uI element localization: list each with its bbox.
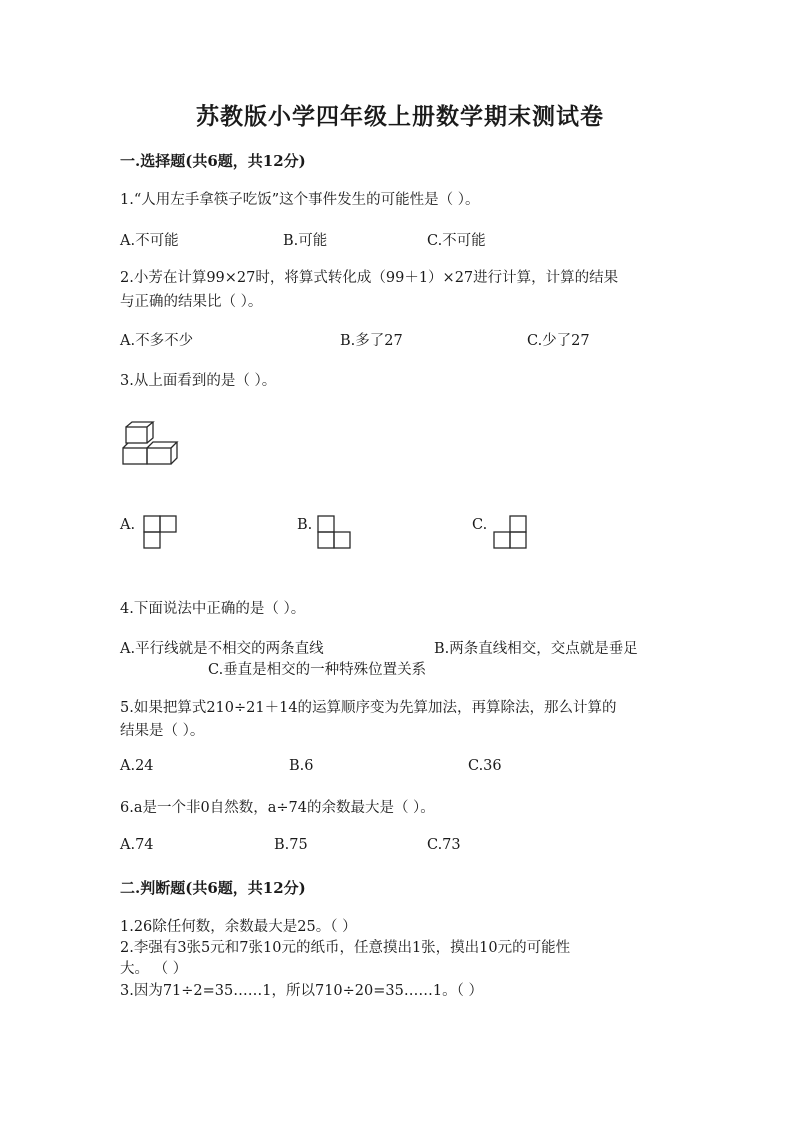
top-view-a-figure xyxy=(143,514,179,550)
judgment-item-2-line2: 大。 （ ） xyxy=(120,961,188,977)
question-4: 4.下面说法中正确的是（ ）。 xyxy=(120,601,306,617)
q5-option-c: C.36 xyxy=(468,758,502,774)
q5-option-b: B.6 xyxy=(289,758,314,774)
question-2-line2: 与正确的结果比（ ）。 xyxy=(120,294,263,310)
q1-option-b: B.可能 xyxy=(283,233,328,249)
question-3: 3.从上面看到的是（ ）。 xyxy=(120,373,277,389)
section-heading-choice: 一.选择题(共6题，共12分) xyxy=(120,152,306,170)
q3-option-b: B. xyxy=(297,517,313,533)
question-5-line2: 结果是（ ）。 xyxy=(120,723,205,739)
q3-option-c: C. xyxy=(472,517,488,533)
section-heading-judgment: 二.判断题(共6题，共12分) xyxy=(120,879,306,897)
q4-option-c: C.垂直是相交的一种特殊位置关系 xyxy=(208,662,427,678)
q6-option-a: A.74 xyxy=(120,837,154,853)
top-view-b-figure xyxy=(317,514,353,550)
page-title: 苏教版小学四年级上册数学期末测试卷 xyxy=(196,103,604,130)
top-view-c-figure xyxy=(493,514,529,550)
q3-option-a: A. xyxy=(120,517,136,533)
judgment-item-3: 3.因为71÷2=35……1，所以710÷20=35……1。（ ） xyxy=(120,983,483,999)
q1-option-a: A.不可能 xyxy=(120,233,179,249)
q4-option-b: B.两条直线相交，交点就是垂足 xyxy=(434,641,638,657)
judgment-item-1: 1.26除任何数，余数最大是25。（ ） xyxy=(120,919,357,935)
question-5-line1: 5.如果把算式210÷21＋14的运算顺序变为先算加法，再算除法，那么计算的 xyxy=(120,700,617,716)
q2-option-c: C.少了27 xyxy=(527,333,590,349)
question-2-line1: 2.小芳在计算99×27时，将算式转化成（99＋1）×27进行计算，计算的结果 xyxy=(120,270,619,286)
q2-option-a: A.不多不少 xyxy=(120,333,194,349)
q5-option-a: A.24 xyxy=(120,758,154,774)
q6-option-b: B.75 xyxy=(274,837,308,853)
judgment-item-2-line1: 2.李强有3张5元和7张10元的纸币，任意摸出1张，摸出10元的可能性 xyxy=(120,940,571,956)
q4-option-a: A.平行线就是不相交的两条直线 xyxy=(120,641,324,657)
q1-option-c: C.不可能 xyxy=(427,233,486,249)
question-1: 1.“人用左手拿筷子吃饭”这个事件发生的可能性是（ ）。 xyxy=(120,192,480,208)
question-6: 6.a是一个非0自然数，a÷74的余数最大是（ ）。 xyxy=(120,800,435,816)
q2-option-b: B.多了27 xyxy=(340,333,403,349)
q6-option-c: C.73 xyxy=(427,837,461,853)
cube-stack-figure xyxy=(118,420,184,468)
